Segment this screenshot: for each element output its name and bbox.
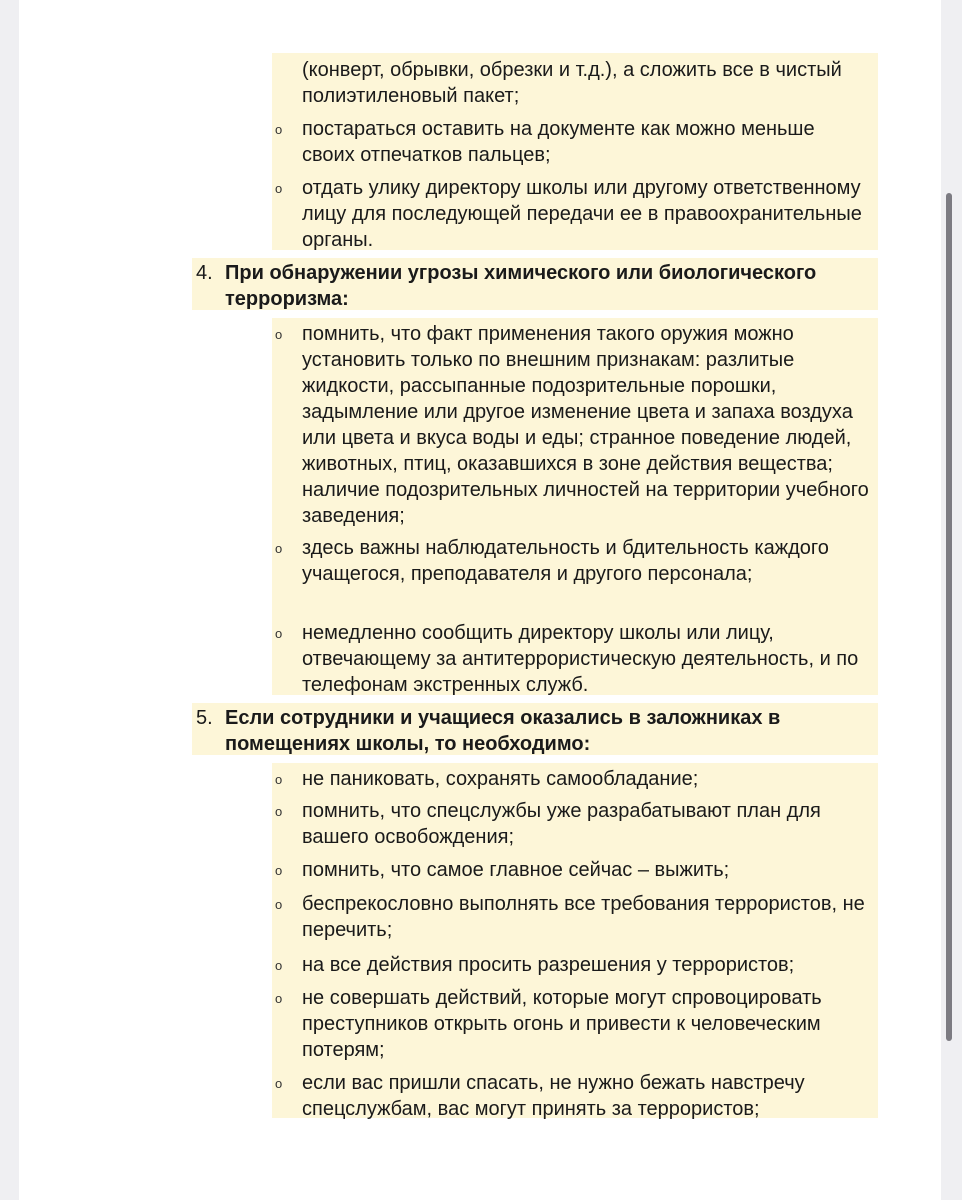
list-item bbox=[275, 535, 872, 587]
section-heading bbox=[196, 260, 875, 312]
section-heading bbox=[196, 705, 875, 757]
bullet-icon: o bbox=[275, 541, 283, 556]
list-item bbox=[275, 1070, 872, 1122]
list-item-text: (конверт, обрывки, обрезки и т.д.), а сложить все в чистый полиэтиленовый пакет; bbox=[302, 59, 842, 107]
list-item bbox=[275, 857, 872, 883]
bullet-icon: o bbox=[275, 122, 283, 137]
list-item bbox=[275, 985, 872, 1063]
list-item bbox=[275, 798, 872, 850]
bullet-icon: o bbox=[275, 991, 283, 1006]
list-item-text: отдать улику директору школы или другому ответственному лицу для последующей передачи ее в правоохранительные органы. bbox=[302, 177, 862, 251]
bullet-icon: o bbox=[275, 181, 283, 196]
bullet-icon: o bbox=[275, 626, 283, 641]
bullet-icon: o bbox=[275, 958, 283, 973]
heading-text: Если сотрудники и учащиеся оказались в заложниках в помещениях школы, то необходимо: bbox=[225, 707, 781, 755]
list-item bbox=[275, 952, 872, 978]
list-item-text: если вас пришли спасать, не нужно бежать навстречу спецслужбам, вас могут принять за террористов; bbox=[302, 1072, 805, 1120]
list-item-text: не паниковать, сохранять самообладание; bbox=[302, 768, 699, 790]
bullet-icon: o bbox=[275, 863, 283, 878]
list-item-text: беспрекословно выполнять все требования террористов, не перечить; bbox=[302, 893, 865, 941]
list-item-text: постараться оставить на документе как можно меньше своих отпечатков пальцев; bbox=[302, 118, 815, 166]
list-item-text: помнить, что факт применения такого оружия можно установить только по внешним признакам: разлитые жидкости, рассыпанные подозрительные порошки, задымление или другое изменение цвета и запаха воздуха или цвета и вкуса воды и еды; странное поведение людей, животных, птиц, оказавшихся в зоне действия вещества; наличие подозрительных личностей на территории учебного заведения; bbox=[302, 323, 869, 527]
heading-text: При обнаружении угрозы химического или биологического терроризма: bbox=[225, 262, 817, 310]
bullet-icon: o bbox=[275, 897, 283, 912]
list-item bbox=[275, 766, 872, 792]
list-item-text: немедленно сообщить директору школы или лицу, отвечающему за антитеррористическую деятельность, и по телефонам экстренных служб. bbox=[302, 622, 859, 696]
list-item-text: помнить, что спецслужбы уже разрабатывают план для вашего освобождения; bbox=[302, 800, 821, 848]
list-item bbox=[275, 620, 872, 698]
bullet-icon: o bbox=[275, 1076, 283, 1091]
list-item bbox=[275, 116, 872, 168]
list-item bbox=[302, 57, 872, 109]
section-number: 4. bbox=[196, 262, 213, 284]
list-item bbox=[275, 175, 872, 253]
list-item bbox=[275, 891, 872, 943]
list-item-text: не совершать действий, которые могут спровоцировать преступников открыть огонь и привести к человеческим потерям; bbox=[302, 987, 822, 1061]
bullet-icon: o bbox=[275, 772, 283, 787]
section-number: 5. bbox=[196, 707, 213, 729]
list-item-text: на все действия просить разрешения у террористов; bbox=[302, 954, 795, 976]
list-item-text: здесь важны наблюдательность и бдительность каждого учащегося, преподавателя и другого персонала; bbox=[302, 537, 829, 585]
list-item bbox=[275, 321, 872, 529]
bullet-icon: o bbox=[275, 804, 283, 819]
list-item-text: помнить, что самое главное сейчас – выжить; bbox=[302, 859, 730, 881]
bullet-icon: o bbox=[275, 327, 283, 342]
scrollbar-thumb[interactable] bbox=[946, 193, 952, 1041]
